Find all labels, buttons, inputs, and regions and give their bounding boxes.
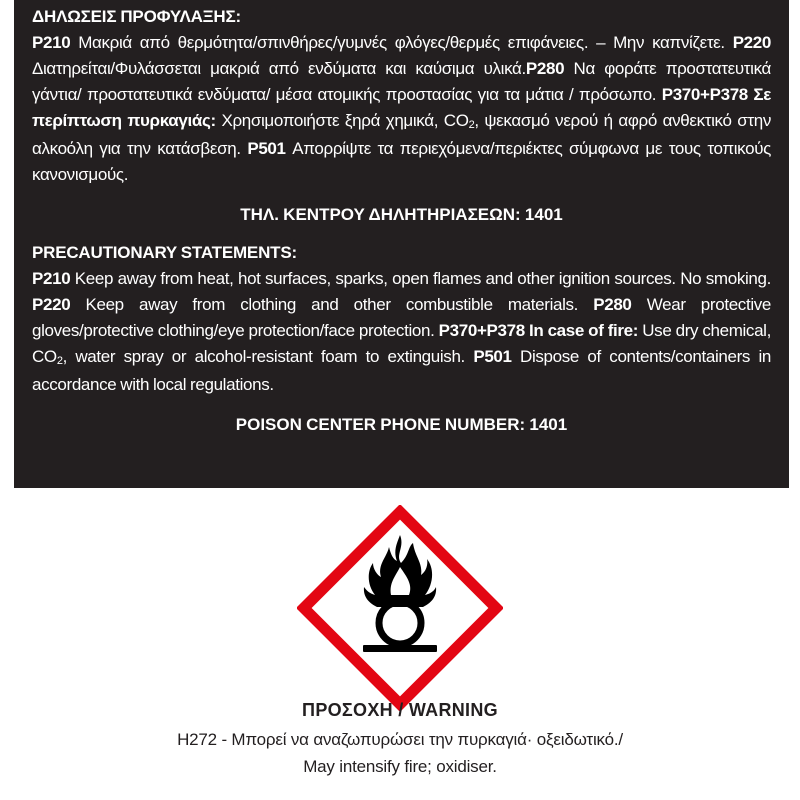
english-p210-code: P210	[32, 269, 71, 288]
signal-word: ΠΡΟΣΟΧΗ / WARNING	[302, 700, 498, 720]
greek-p501-text: Απορρίψτε τα περιεχόμενα/περιέκτες σύμφωνα με τους τοπικούς κανονισμούς.	[32, 139, 771, 184]
greek-p210-code: P210	[32, 33, 71, 52]
english-heading: PRECAUTIONARY STATEMENTS:	[32, 243, 297, 262]
greek-p280-code: P280	[525, 59, 565, 78]
greek-p280-text: Να φοράτε προστατευτικά γάντια/ προστατευτικά ενδύματα/ μέσα ατομικής προστασίας για τα μάτια / πρόσωπο.	[32, 59, 772, 104]
greek-p220-text: Διατηρείται/Φυλάσσεται μακριά από ενδύματα και καύσιμα υλικά.	[32, 59, 526, 78]
hazard-statement	[0, 726, 800, 780]
english-poison-center-phone: POISON CENTER PHONE NUMBER: 1401	[235, 415, 568, 434]
english-p370-text-a: Use dry chemical, CO	[32, 321, 771, 366]
greek-p210-text: Μακριά από θερμότητα/σπινθήρες/γυμνές φλόγες/θερμές επιφάνειες. – Μην καπνίζετε.	[70, 33, 733, 52]
greek-p220-code: P220	[732, 33, 771, 52]
hazard-statement-english: May intensify fire; oxidiser.	[303, 757, 497, 776]
hazard-statement-greek: H272 - Μπορεί να αναζωπυρώσει την πυρκαγιά· οξειδωτικό./	[177, 730, 623, 749]
greek-section	[32, 4, 771, 228]
precautionary-panel	[14, 0, 789, 488]
english-p370-subscript: 2	[56, 355, 63, 367]
english-p501-code: P501	[473, 347, 512, 366]
english-p501-text: Dispose of contents/containers in accordance with local regulations.	[32, 347, 771, 394]
greek-poison-center-phone: ΤΗΛ. ΚΕΝΤΡΟΥ ΔΗΛΗΤΗΡΙΑΣΕΩΝ: 1401	[240, 205, 563, 224]
english-p220-code: P220	[32, 295, 71, 314]
greek-statements	[32, 30, 771, 188]
greek-heading: ΔΗΛΩΣΕΙΣ ΠΡΟΦΥΛΑΞΗΣ:	[32, 7, 241, 26]
ghs03-flame-over-circle-icon	[297, 505, 503, 711]
english-p210-text: Keep away from heat, hot surfaces, sparks, open flames and other ignition sources. No smoking.	[70, 269, 771, 288]
ground-bar	[363, 645, 437, 652]
greek-p501-code: P501	[247, 139, 286, 158]
greek-p370-subscript: 2	[468, 119, 475, 131]
english-p220-text: Keep away from clothing and other combustible materials.	[70, 295, 594, 314]
english-p280-text: Wear protective gloves/protective clothing/eye protection/face protection.	[32, 295, 772, 340]
greek-p370-text-b: , ψεκασμό νερού ή αφρό ανθεκτικό στην αλκοόλη για την κατάσβεση.	[32, 111, 771, 158]
english-section	[32, 240, 771, 438]
greek-p370-code: P370+P378 Σε περίπτωση πυρκαγιάς:	[32, 85, 771, 130]
greek-p370-text-a: Χρησιμοποιήστε ξηρά χημικά, CO	[215, 111, 469, 130]
english-p370-code: P370+P378 In case of fire:	[438, 321, 639, 340]
english-p280-code: P280	[593, 295, 632, 314]
english-statements	[32, 266, 771, 398]
english-p370-text-b: , water spray or alcohol-resistant foam to extinguish.	[62, 347, 474, 366]
